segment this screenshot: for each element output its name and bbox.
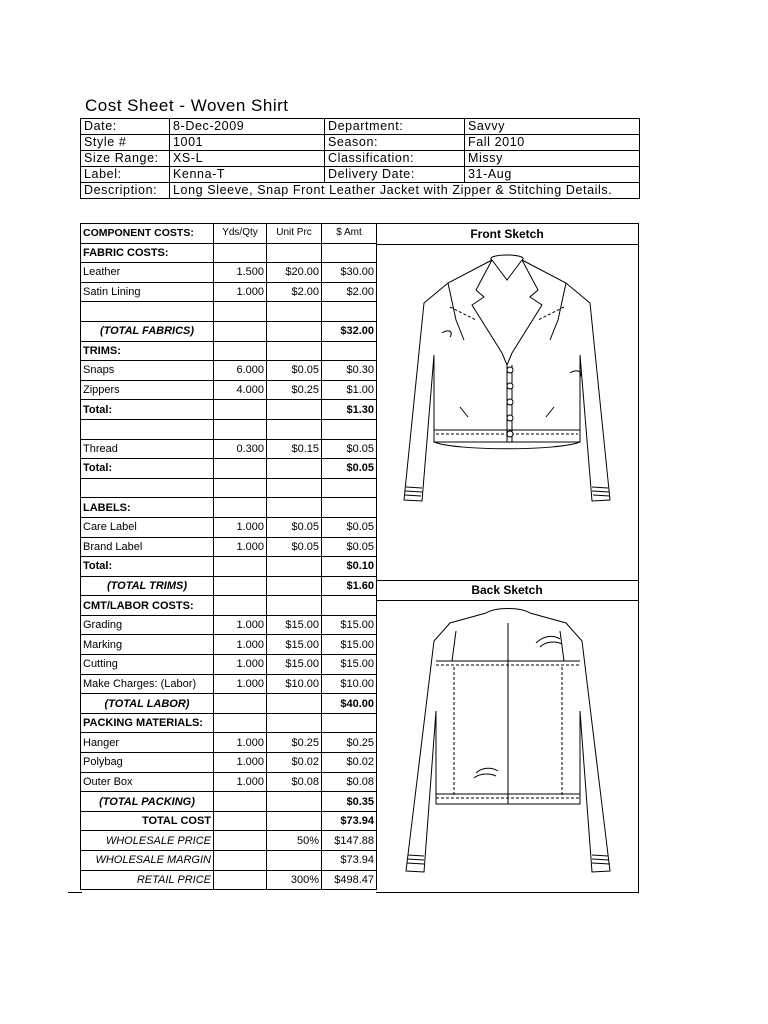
cost-row (81, 713, 377, 733)
cost-item-label: Grading (81, 615, 214, 635)
cost-row (81, 419, 377, 439)
cost-item-label (81, 478, 214, 498)
unit-price-cell: $15.00 (267, 615, 322, 635)
qty-cell (214, 478, 267, 498)
header-label: Description: (81, 183, 170, 199)
cost-row (81, 321, 377, 341)
cost-row (81, 380, 377, 400)
unit-price-cell (267, 557, 322, 577)
header-value: 31-Aug (465, 167, 640, 183)
cost-row (81, 302, 377, 322)
cost-row (81, 459, 377, 479)
cost-row (81, 517, 377, 537)
unit-price-cell (267, 811, 322, 831)
cost-item-label: Total: (81, 459, 214, 479)
qty-cell (214, 302, 267, 322)
qty-cell: 1.000 (214, 655, 267, 675)
qty-cell (214, 811, 267, 831)
qty-cell: 1.000 (214, 674, 267, 694)
qty-cell (214, 831, 267, 851)
amount-cell: $1.30 (322, 400, 377, 420)
cost-row (81, 733, 377, 753)
column-header: Unit Prc (267, 224, 322, 244)
qty-cell (214, 321, 267, 341)
header-value: 8-Dec-2009 (170, 119, 325, 135)
cost-item-label: Brand Label (81, 537, 214, 557)
unit-price-cell: $10.00 (267, 674, 322, 694)
unit-price-cell (267, 792, 322, 812)
qty-cell: 6.000 (214, 361, 267, 381)
header-value: Savvy (465, 119, 640, 135)
unit-price-cell (267, 321, 322, 341)
amount-cell: $1.00 (322, 380, 377, 400)
front-jacket-sketch (376, 245, 638, 580)
cost-row (81, 870, 377, 890)
cost-row (81, 341, 377, 361)
cost-row (81, 792, 377, 812)
unit-price-cell: 50% (267, 831, 322, 851)
qty-cell: 1.000 (214, 733, 267, 753)
cost-row (81, 439, 377, 459)
cost-table (80, 223, 377, 890)
amount-cell: $30.00 (322, 263, 377, 283)
unit-price-cell (267, 851, 322, 871)
amount-cell: $2.00 (322, 282, 377, 302)
amount-cell: $498.47 (322, 870, 377, 890)
qty-cell: 1.000 (214, 517, 267, 537)
qty-cell (214, 243, 267, 263)
amount-cell: $0.08 (322, 772, 377, 792)
qty-cell: 1.000 (214, 282, 267, 302)
header-value: Fall 2010 (465, 135, 640, 151)
amount-cell (322, 478, 377, 498)
unit-price-cell (267, 596, 322, 616)
header-label: Size Range: (81, 151, 170, 167)
unit-price-cell: $2.00 (267, 282, 322, 302)
unit-price-cell: $0.15 (267, 439, 322, 459)
amount-cell: $32.00 (322, 321, 377, 341)
unit-price-cell: 300% (267, 870, 322, 890)
qty-cell (214, 576, 267, 596)
qty-cell: 1.000 (214, 537, 267, 557)
qty-cell (214, 400, 267, 420)
qty-cell: 1.000 (214, 635, 267, 655)
cost-row (81, 263, 377, 283)
column-header: Yds/Qty (214, 224, 267, 244)
column-header: $ Amt (322, 224, 377, 244)
margin-line (68, 892, 82, 893)
unit-price-cell: $0.08 (267, 772, 322, 792)
cost-item-label: Snaps (81, 361, 214, 381)
cost-item-label (81, 302, 214, 322)
qty-cell: 1.000 (214, 753, 267, 773)
cost-row (81, 596, 377, 616)
front-sketch-panel (376, 223, 639, 581)
qty-cell: 0.300 (214, 439, 267, 459)
cost-item-label: (TOTAL PACKING) (81, 792, 214, 812)
header-value: XS-L (170, 151, 325, 167)
unit-price-cell: $20.00 (267, 263, 322, 283)
amount-cell: $147.88 (322, 831, 377, 851)
amount-cell: $15.00 (322, 655, 377, 675)
qty-cell: 4.000 (214, 380, 267, 400)
cost-item-label: WHOLESALE PRICE (81, 831, 214, 851)
cost-item-label: Thread (81, 439, 214, 459)
cost-row (81, 851, 377, 871)
cost-item-label: TRIMS: (81, 341, 214, 361)
unit-price-cell: $0.25 (267, 380, 322, 400)
amount-cell: $40.00 (322, 694, 377, 714)
cost-row (81, 243, 377, 263)
cost-row (81, 498, 377, 518)
header-value: Kenna-T (170, 167, 325, 183)
header-row-date (81, 119, 640, 135)
cost-row (81, 557, 377, 577)
cost-item-label: Cutting (81, 655, 214, 675)
cost-item-label: Satin Lining (81, 282, 214, 302)
cost-item-label: LABELS: (81, 498, 214, 518)
amount-cell: $0.05 (322, 517, 377, 537)
unit-price-cell (267, 713, 322, 733)
amount-cell (322, 243, 377, 263)
cost-row (81, 635, 377, 655)
qty-cell (214, 596, 267, 616)
cost-item-label: (TOTAL FABRICS) (81, 321, 214, 341)
unit-price-cell (267, 400, 322, 420)
cost-row (81, 772, 377, 792)
unit-price-cell: $15.00 (267, 655, 322, 675)
unit-price-cell: $0.02 (267, 753, 322, 773)
cost-item-label: Hanger (81, 733, 214, 753)
qty-cell (214, 713, 267, 733)
qty-cell (214, 498, 267, 518)
amount-cell: $0.02 (322, 753, 377, 773)
cost-item-label: PACKING MATERIALS: (81, 713, 214, 733)
page-title: Cost Sheet - Woven Shirt (85, 96, 289, 115)
unit-price-cell: $0.05 (267, 517, 322, 537)
unit-price-cell (267, 341, 322, 361)
unit-price-cell: $0.05 (267, 537, 322, 557)
cost-item-label: Zippers (81, 380, 214, 400)
qty-cell (214, 694, 267, 714)
header-row-description (81, 183, 640, 199)
cost-item-label: Polybag (81, 753, 214, 773)
qty-cell: 1.000 (214, 615, 267, 635)
unit-price-cell (267, 498, 322, 518)
amount-cell: $73.94 (322, 811, 377, 831)
amount-cell: $0.10 (322, 557, 377, 577)
cost-item-label: TOTAL COST (81, 811, 214, 831)
cost-row (81, 615, 377, 635)
cost-item-label: Outer Box (81, 772, 214, 792)
cost-row (81, 361, 377, 381)
header-value: 1001 (170, 135, 325, 151)
cost-item-label: Total: (81, 400, 214, 420)
unit-price-cell (267, 478, 322, 498)
amount-cell: $0.05 (322, 459, 377, 479)
qty-cell (214, 792, 267, 812)
cost-item-label: Leather (81, 263, 214, 283)
cost-row (81, 753, 377, 773)
qty-cell: 1.000 (214, 772, 267, 792)
amount-cell: $0.30 (322, 361, 377, 381)
qty-cell (214, 341, 267, 361)
unit-price-cell (267, 419, 322, 439)
amount-cell (322, 302, 377, 322)
cost-row (81, 694, 377, 714)
unit-price-cell (267, 243, 322, 263)
cost-row (81, 831, 377, 851)
cost-row (81, 576, 377, 596)
amount-cell: $10.00 (322, 674, 377, 694)
amount-cell: $0.05 (322, 537, 377, 557)
header-table (80, 118, 640, 199)
header-label: Style # (81, 135, 170, 151)
amount-cell (322, 596, 377, 616)
header-row-size (81, 151, 640, 167)
qty-cell (214, 419, 267, 439)
header-value: Missy (465, 151, 640, 167)
cost-row (81, 811, 377, 831)
cost-item-label: FABRIC COSTS: (81, 243, 214, 263)
unit-price-cell (267, 302, 322, 322)
unit-price-cell (267, 576, 322, 596)
header-label: Classification: (325, 151, 465, 167)
amount-cell: $15.00 (322, 615, 377, 635)
unit-price-cell (267, 459, 322, 479)
qty-cell (214, 557, 267, 577)
back-sketch-label: Back Sketch (376, 580, 638, 601)
cost-item-label: Total: (81, 557, 214, 577)
cost-row (81, 478, 377, 498)
amount-cell (322, 713, 377, 733)
cost-row (81, 674, 377, 694)
cost-item-label (81, 419, 214, 439)
front-sketch-label: Front Sketch (376, 224, 638, 245)
unit-price-cell: $0.25 (267, 733, 322, 753)
header-label: Date: (81, 119, 170, 135)
cost-row (81, 282, 377, 302)
header-label: Label: (81, 167, 170, 183)
amount-cell (322, 341, 377, 361)
amount-cell: $73.94 (322, 851, 377, 871)
description-value: Long Sleeve, Snap Front Leather Jacket with Zipper & Stitching Details. (170, 183, 640, 199)
qty-cell (214, 870, 267, 890)
qty-cell (214, 459, 267, 479)
column-header: COMPONENT COSTS: (81, 224, 214, 244)
qty-cell: 1.500 (214, 263, 267, 283)
header-label: Department: (325, 119, 465, 135)
cost-item-label: WHOLESALE MARGIN (81, 851, 214, 871)
amount-cell: $0.35 (322, 792, 377, 812)
cost-item-label: (TOTAL TRIMS) (81, 576, 214, 596)
cost-row (81, 400, 377, 420)
header-label: Delivery Date: (325, 167, 465, 183)
amount-cell: $1.60 (322, 576, 377, 596)
header-row-style (81, 135, 640, 151)
header-label: Season: (325, 135, 465, 151)
cost-item-label: Marking (81, 635, 214, 655)
amount-cell (322, 498, 377, 518)
cost-item-label: RETAIL PRICE (81, 870, 214, 890)
cost-item-label: Care Label (81, 517, 214, 537)
qty-cell (214, 851, 267, 871)
cost-header-row (81, 224, 377, 244)
unit-price-cell (267, 694, 322, 714)
amount-cell (322, 419, 377, 439)
cost-row (81, 537, 377, 557)
cost-item-label: CMT/LABOR COSTS: (81, 596, 214, 616)
amount-cell: $0.25 (322, 733, 377, 753)
unit-price-cell: $15.00 (267, 635, 322, 655)
header-row-label (81, 167, 640, 183)
amount-cell: $0.05 (322, 439, 377, 459)
unit-price-cell: $0.05 (267, 361, 322, 381)
cost-item-label: Make Charges: (Labor) (81, 674, 214, 694)
cost-row (81, 655, 377, 675)
back-sketch-panel (376, 580, 639, 893)
back-jacket-sketch (376, 601, 638, 891)
cost-item-label: (TOTAL LABOR) (81, 694, 214, 714)
amount-cell: $15.00 (322, 635, 377, 655)
